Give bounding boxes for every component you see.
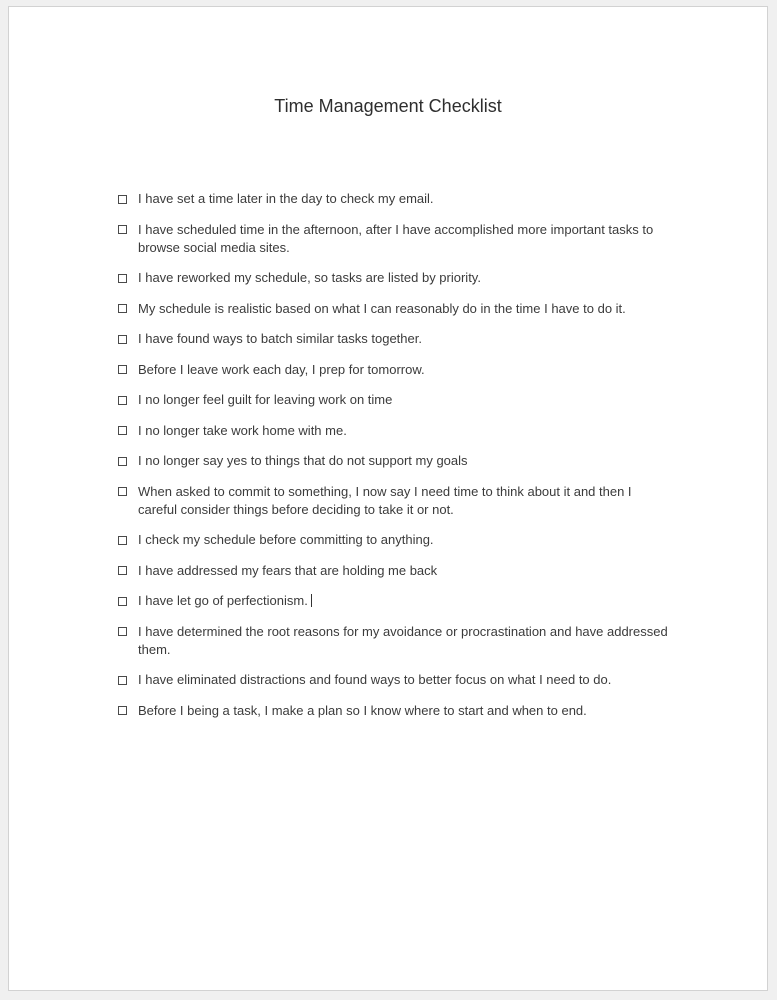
checklist: [9, 117, 767, 720]
checkbox-icon[interactable]: [118, 304, 127, 313]
checklist-item-text: I have reworked my schedule, so tasks are listed by priority.: [138, 270, 481, 285]
checkbox-icon[interactable]: [118, 274, 127, 283]
checklist-item: [118, 221, 687, 257]
checklist-item: [118, 269, 687, 287]
checklist-item: [118, 483, 687, 519]
checklist-item-text: I have determined the root reasons for my avoidance or procrastination and have addressed them.: [138, 623, 668, 657]
page-title: Time Management Checklist: [274, 96, 502, 116]
checklist-item-text: I have set a time later in the day to check my email.: [138, 191, 434, 206]
checkbox-icon[interactable]: [118, 335, 127, 344]
checklist-item: [118, 623, 687, 659]
checkbox-icon[interactable]: [118, 457, 127, 466]
checklist-item: [118, 330, 687, 348]
checklist-item: [118, 190, 687, 208]
checkbox-icon[interactable]: [118, 536, 127, 545]
checklist-item-text: I have let go of perfectionism.: [138, 592, 312, 610]
checklist-item-text: Before I leave work each day, I prep for tomorrow.: [138, 361, 425, 377]
checklist-item-text: I no longer feel guilt for leaving work on time: [138, 392, 393, 407]
checklist-item: [118, 422, 687, 440]
checklist-item-text: When asked to commit to something, I now say I need time to think about it and then I careful consider things before deciding to take it or not.: [138, 483, 632, 517]
checklist-item-text: I have addressed my fears that are holding me back: [138, 562, 438, 578]
checklist-item: [118, 592, 687, 610]
checklist-item: [118, 452, 687, 470]
checklist-item: [118, 300, 687, 318]
checklist-item: [118, 702, 687, 720]
checkbox-icon[interactable]: [118, 195, 127, 204]
checkbox-icon[interactable]: [118, 396, 127, 405]
checklist-item: [118, 562, 687, 580]
checklist-item-text: I no longer take work home with me.: [138, 422, 347, 438]
checklist-item-text: I check my schedule before committing to anything.: [138, 532, 434, 547]
checklist-item: [118, 531, 687, 549]
checkbox-icon[interactable]: [118, 676, 127, 685]
document-page: [8, 6, 768, 991]
checklist-item: [118, 391, 687, 409]
text-cursor: [311, 594, 312, 607]
checkbox-icon[interactable]: [118, 225, 127, 234]
checkbox-icon[interactable]: [118, 426, 127, 435]
checklist-item-text: I no longer say yes to things that do not support my goals: [138, 453, 468, 468]
checklist-item-text: I have scheduled time in the afternoon, after I have accomplished more important tasks to browse social media sites.: [138, 221, 654, 255]
checkbox-icon[interactable]: [118, 487, 127, 496]
checkbox-icon[interactable]: [118, 566, 127, 575]
checklist-item-text: Before I being a task, I make a plan so I know where to start and when to end.: [138, 702, 587, 718]
checkbox-icon[interactable]: [118, 627, 127, 636]
checklist-item-text: My schedule is realistic based on what I can reasonably do in the time I have to do it.: [138, 300, 626, 316]
checkbox-icon[interactable]: [118, 365, 127, 374]
checklist-item-text: I have found ways to batch similar tasks together.: [138, 331, 422, 346]
checklist-item-text: I have eliminated distractions and found ways to better focus on what I need to do.: [138, 672, 612, 687]
checklist-item: [118, 671, 687, 689]
checklist-item: [118, 361, 687, 379]
checkbox-icon[interactable]: [118, 597, 127, 606]
checkbox-icon[interactable]: [118, 706, 127, 715]
